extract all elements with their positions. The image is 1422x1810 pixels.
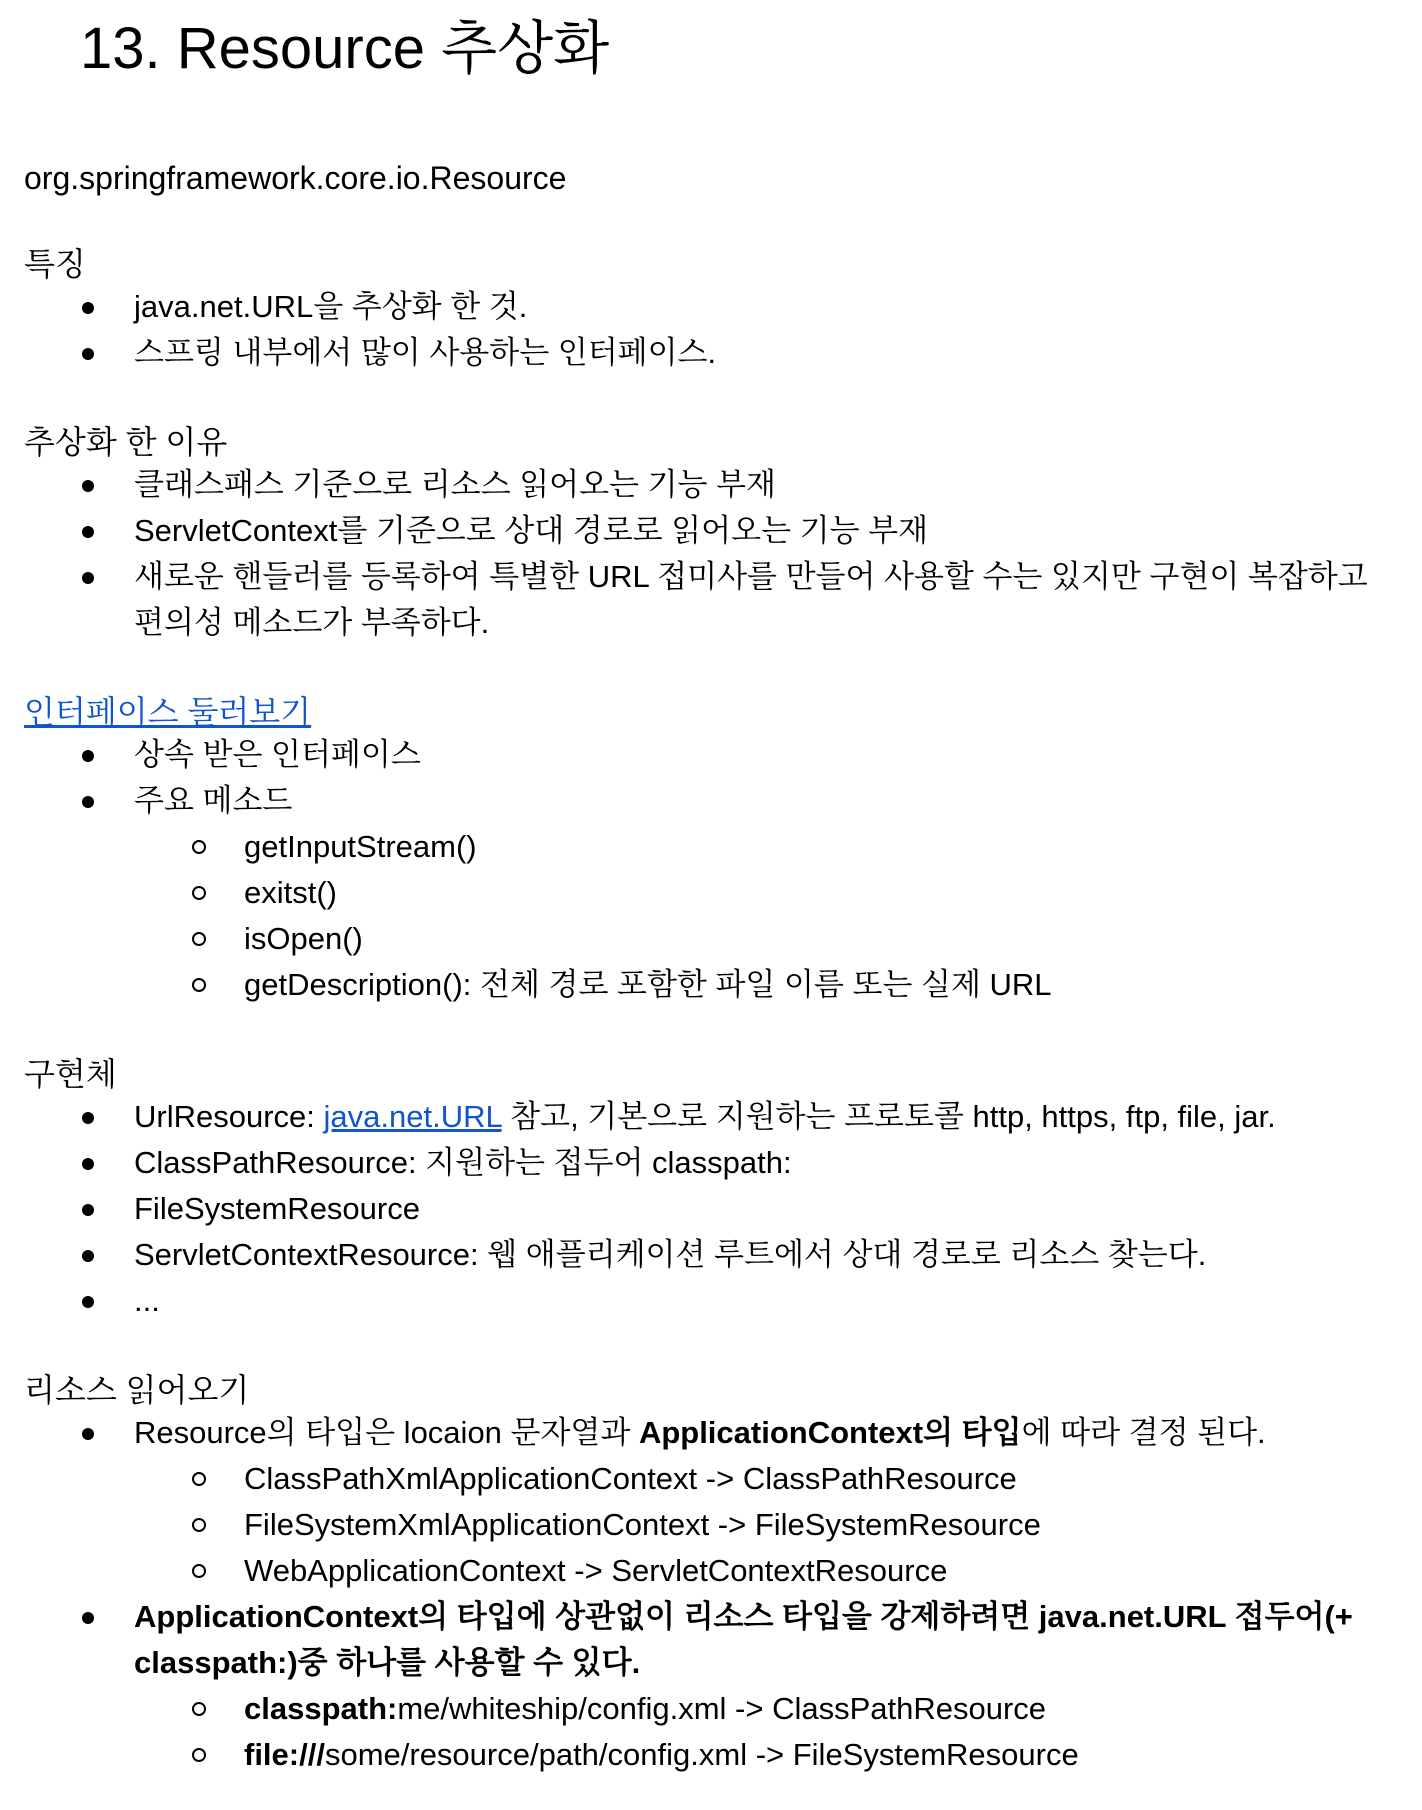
method-item: isOpen() [24, 916, 1398, 962]
java-net-url-link[interactable]: java.net.URL [323, 1099, 502, 1134]
interface-list [24, 732, 1398, 1008]
list-item: 스프링 내부에서 많이 사용하는 인터페이스. [24, 330, 1398, 376]
list-item-label: 주요 메소드 [134, 783, 293, 818]
reading-item1-bold: ApplicationContext의 타입 [638, 1415, 1022, 1450]
interface-heading-link[interactable]: 인터페이스 둘러보기 [24, 694, 312, 730]
prefix-bold: file:/// [244, 1737, 325, 1772]
list-item [24, 778, 1398, 1008]
list-item: ... [24, 1278, 1398, 1324]
list-item [24, 1410, 1398, 1594]
method-item: exitst() [24, 870, 1398, 916]
list-item: 새로운 핸들러를 등록하여 특별한 URL 접미사를 만들어 사용할 수는 있지만 구현이 복잡하고 편의성 메소드가 부족하다. [24, 554, 1398, 646]
prefix-example-item [24, 1686, 1368, 1732]
prefix-example-list [134, 1686, 1368, 1778]
method-item: getDescription(): 전체 경로 포함한 파일 이름 또는 실제 URL [24, 962, 1398, 1008]
prefix-rest: some/resource/path/config.xml -> FileSystemResource [324, 1737, 1079, 1772]
reasons-list [24, 462, 1398, 646]
list-item [24, 1594, 1398, 1778]
mapping-item: ClassPathXmlApplicationContext -> ClassPathResource [24, 1456, 1398, 1502]
list-item: ClassPathResource: 지원하는 접두어 classpath: [24, 1140, 1398, 1186]
impls-heading: 구현체 [24, 1056, 117, 1092]
reading-item1-prefix: Resource의 타입은 locaion 문자열과 [134, 1415, 639, 1450]
url-resource-suffix: 참고, 기본으로 지원하는 프로토콜 http, https, ftp, file, jar. [501, 1099, 1276, 1134]
list-item [24, 1094, 1398, 1140]
mapping-item: WebApplicationContext -> ServletContextResource [24, 1548, 1398, 1594]
features-list [24, 284, 1398, 376]
method-item: getInputStream() [24, 824, 1398, 870]
prefix-bold: classpath: [244, 1691, 398, 1726]
list-item: 클래스패스 기준으로 리소스 읽어오는 기능 부재 [24, 462, 1398, 508]
reading-item1-suffix: 에 따라 결정 된다. [1021, 1415, 1266, 1450]
impls-list [24, 1094, 1398, 1324]
list-item: java.net.URL을 추상화 한 것. [24, 284, 1398, 330]
reading-list [24, 1410, 1398, 1778]
list-item: FileSystemResource [24, 1186, 1398, 1232]
context-mapping-list [134, 1456, 1398, 1594]
prefix-rest: me/whiteship/config.xml -> ClassPathResource [397, 1691, 1047, 1726]
url-resource-prefix: UrlResource: [134, 1099, 324, 1134]
reading-item2: ApplicationContext의 타입에 상관없이 리소스 타입을 강제하려면 java.net.URL 접두어(+ classpath:)중 하나를 사용할 수 있다. [134, 1599, 1353, 1680]
methods-list [134, 824, 1398, 1008]
reading-heading: 리소스 읽어오기 [24, 1372, 250, 1408]
features-heading: 특징 [24, 246, 86, 282]
reasons-heading: 추상화 한 이유 [24, 424, 228, 460]
mapping-item: FileSystemXmlApplicationContext -> FileSystemResource [24, 1502, 1398, 1548]
page-title: 13. Resource 추상화 [80, 16, 610, 81]
fqcn-text: org.springframework.core.io.Resource [24, 160, 567, 196]
list-item: ServletContextResource: 웹 애플리케이션 루트에서 상대 경로로 리소스 찾는다. [24, 1232, 1398, 1278]
list-item: ServletContext를 기준으로 상대 경로로 읽어오는 기능 부재 [24, 508, 1398, 554]
list-item: 상속 받은 인터페이스 [24, 732, 1398, 778]
prefix-example-item [24, 1732, 1368, 1778]
